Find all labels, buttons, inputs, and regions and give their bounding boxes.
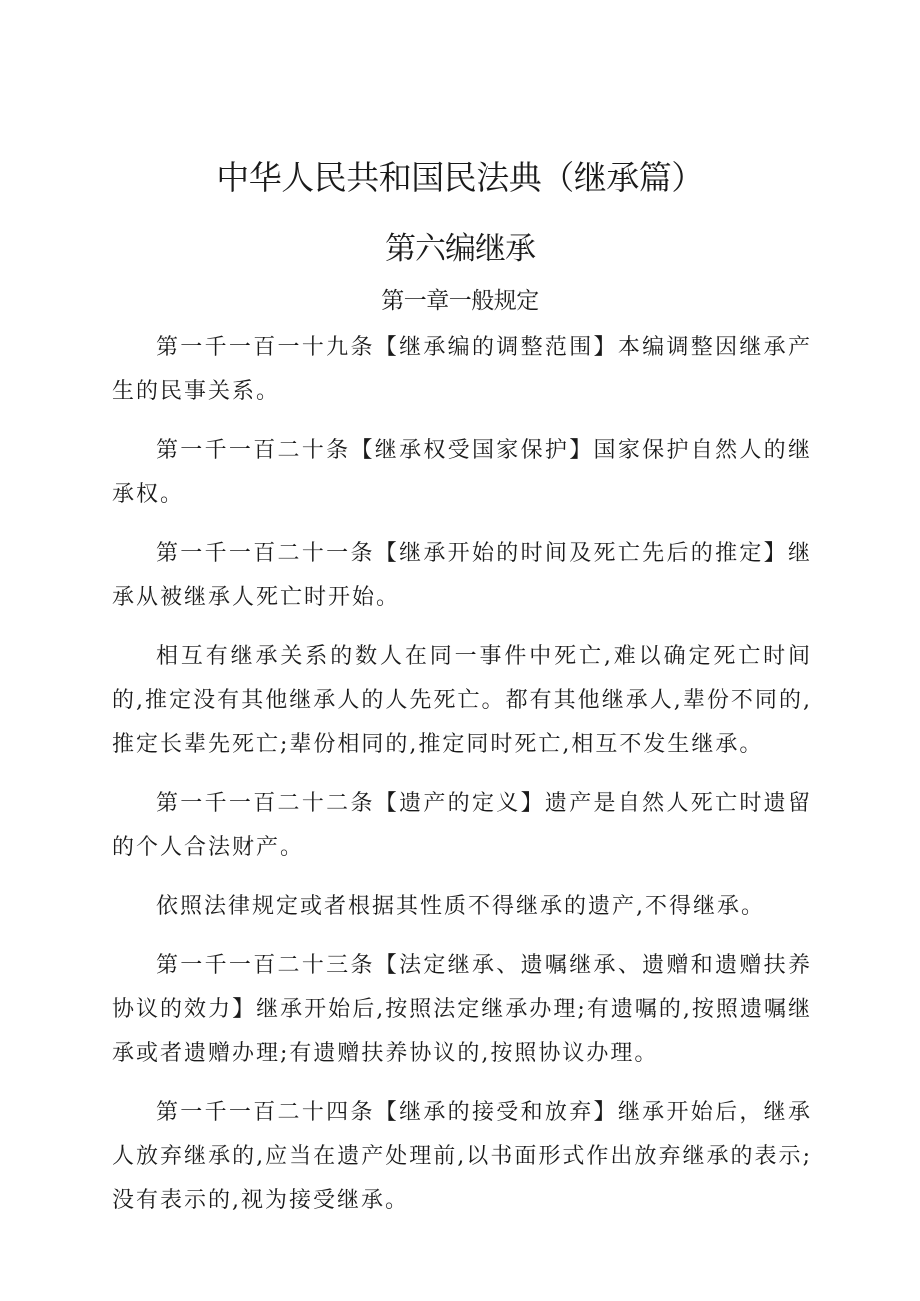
paragraph-article-1122: 第一千一百二十二条【遗产的定义】遗产是自然人死亡时遗留的个人合法财产。 xyxy=(112,791,812,860)
document-title: 中华人民共和国民法典（继承篇） xyxy=(216,158,704,197)
paragraph-article-1121-clause-2: 相互有继承关系的数人在同一事件中死亡,难以确定死亡时间的,推定没有其他继承人的人先死亡。都有其他继承人,辈份不同的,推定长辈先死亡;辈份相同的,推定同时死亡,相互不发生继承。 xyxy=(112,644,812,757)
paragraph-article-1120: 第一千一百二十条【继承权受国家保护】国家保护自然人的继承权。 xyxy=(112,438,812,507)
paragraph-article-1124: 第一千一百二十四条【继承的接受和放弃】继承开始后，继承人放弃继承的,应当在遗产处理前,以书面形式作出放弃继承的表示;没有表示的,视为接受继承。 xyxy=(112,1100,812,1213)
paragraph-article-1123: 第一千一百二十三条【法定继承、遗嘱继承、遗赠和遗赠扶养协议的效力】继承开始后,按照法定继承办理;有遗嘱的,按照遗嘱继承或者遗赠办理;有遗赠扶养协议的,按照协议办理。 xyxy=(112,953,812,1066)
document-body xyxy=(112,326,812,1238)
chapter-title: 第一章一般规定 xyxy=(381,288,539,314)
paragraph-article-1121: 第一千一百二十一条【继承开始的时间及死亡先后的推定】继承从被继承人死亡时开始。 xyxy=(112,541,812,610)
part-title: 第六编继承 xyxy=(385,231,535,267)
paragraph-article-1122-clause-2: 依照法律规定或者根据其性质不得继承的遗产,不得继承。 xyxy=(156,894,765,919)
paragraph-article-1119: 第一千一百一十九条【继承编的调整范围】本编调整因继承产生的民事关系。 xyxy=(112,335,812,404)
